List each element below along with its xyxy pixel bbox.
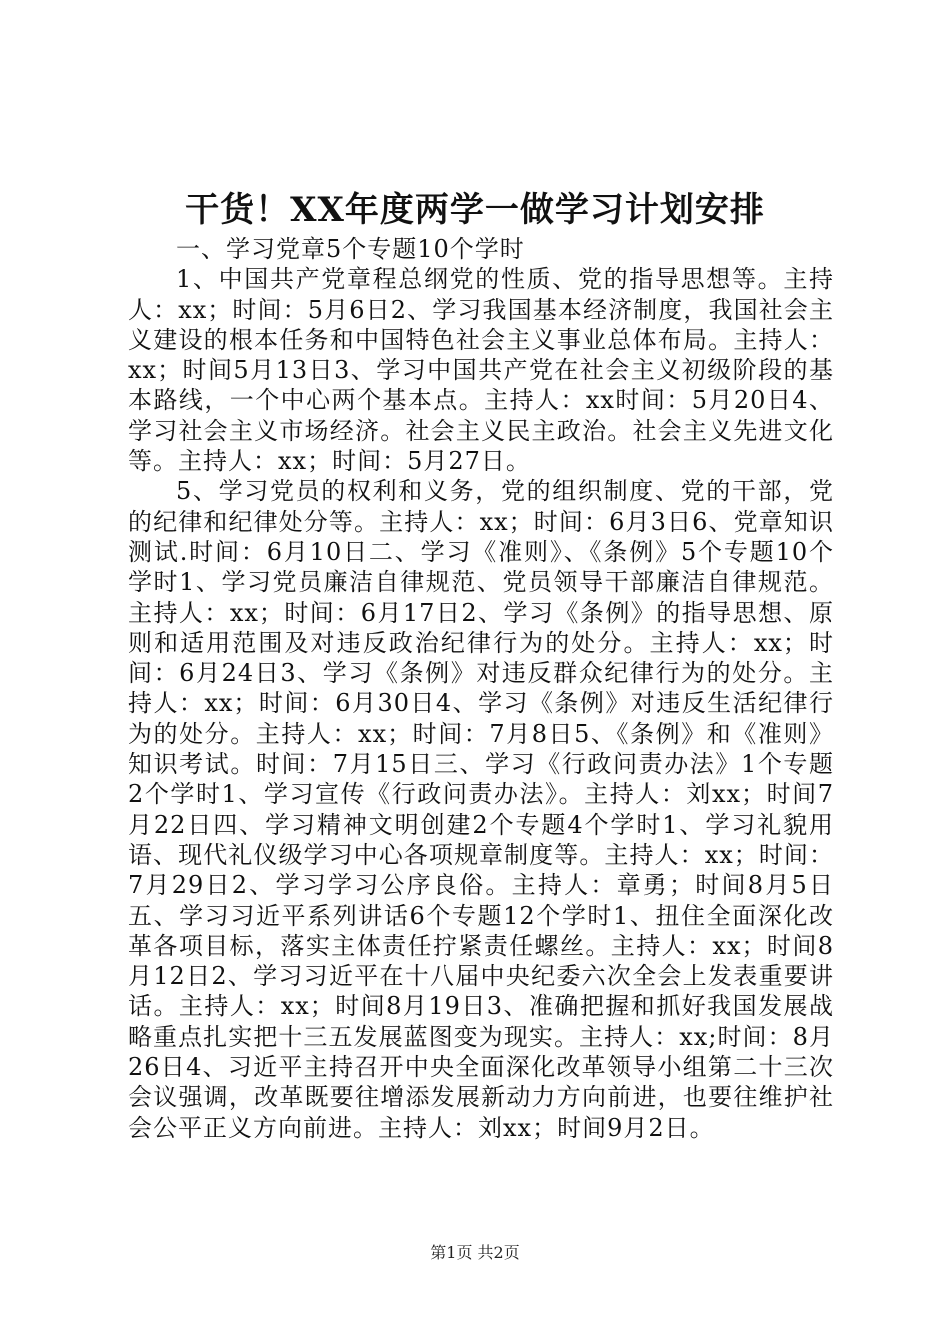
document-body	[128, 234, 834, 1143]
paragraph-schedule-may: 1、中国共产党章程总纲党的性质、党的指导思想等。主持人：xx；时间：5月6日2、学习我国基本经济制度，我国社会主义建设的根本任务和中国特色社会主义事业总体布局。主持人：xx；时间5月13日3、学习中国共产党在社会主义初级阶段的基本路线，一个中心两个基本点。主持人：xx时间：5月20日4、学习社会主义市场经济。社会主义民主政治。社会主义先进文化等。主持人：xx；时间：5月27日。	[128, 265, 834, 476]
page-footer: 第1页 共2页	[430, 1243, 520, 1262]
paragraph-schedule-june-september: 5、学习党员的权利和义务，党的组织制度、党的干部，党的纪律和纪律处分等。主持人：xx；时间：6月3日6、党章知识测试.时间：6月10日二、学习《准则》、《条例》5个专题10个学时1、学习党员廉洁自律规范、党员领导干部廉洁自律规范。主持人：xx；时间：6月17日2、学习《条例》的指导思想、原则和适用范围及对违反政治纪律行为的处分。主持人：xx；时间：6月24日3、学习《条例》对违反群众纪律行为的处分。主持人：xx；时间：6月30日4、学习《条例》对违反生活纪律行为的处分。主持人：xx；时间：7月8日5、《条例》和《准则》知识考试。时间：7月15日三、学习《行政问责办法》1个专题2个学时1、学习宣传《行政问责办法》。主持人：刘xx；时间7月22日四、学习精神文明创建2个专题4个学时1、学习礼貌用语、现代礼仪级学习中心各项规章制度等。主持人：xx；时间：7月29日2、学习学习公序良俗。主持人：章勇；时间8月5日五、学习习近平系列讲话6个专题12个学时1、扭住全面深化改革各项目标，落实主体责任拧紧责任螺丝。主持人：xx；时间8月12日2、学习习近平在十八届中央纪委六次全会上发表重要讲话。主持人：xx；时间8月19日3、准确把握和抓好我国发展战略重点扎实把十三五发展蓝图变为现实。主持人：xx;时间：8月26日4、习近平主持召开中央全面深化改革领导小组第二十三次会议强调，改革既要往增添发展新动力方向前进，也要往维护社会公平正义方向前进。主持人：刘xx；时间9月2日。	[128, 477, 834, 1142]
document-title: 干货！XX年度两学一做学习计划安排	[185, 190, 765, 230]
section-heading-party-constitution: 一、学习党章5个专题10个学时	[176, 235, 525, 263]
